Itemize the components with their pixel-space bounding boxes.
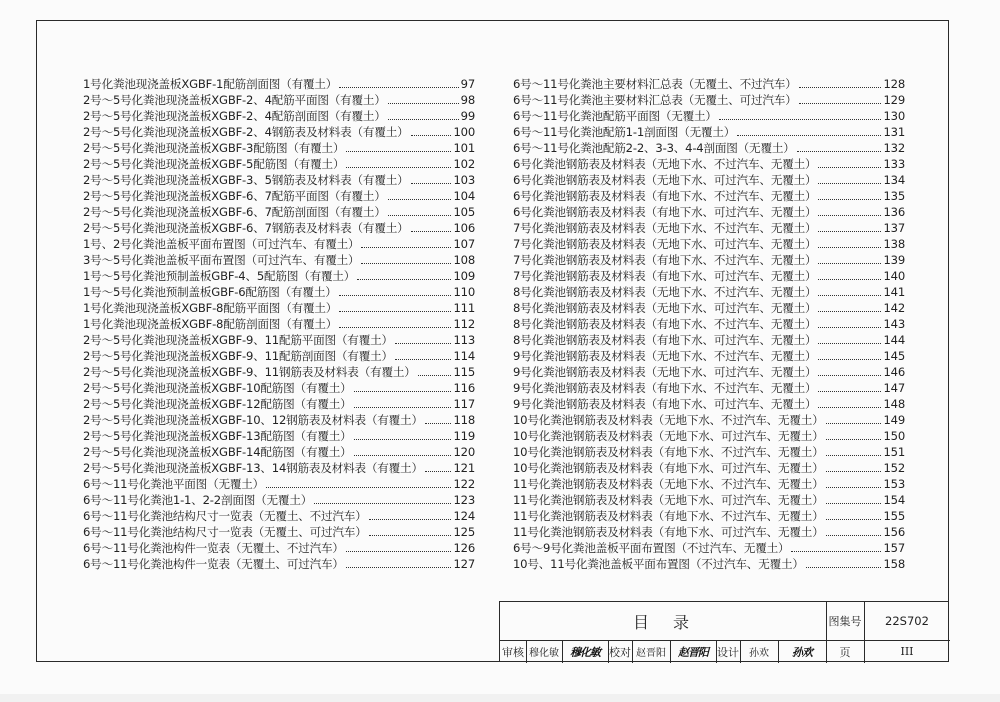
toc-entry (513, 172, 905, 188)
toc-entry-title: 6号化粪池钢筋表及材料表（无地下水、不过汽车、无覆土） (513, 157, 817, 171)
toc-entry-page: 116 (453, 381, 475, 395)
toc-entry (513, 140, 905, 156)
toc-entry-title: 8号化粪池钢筋表及材料表（有地下水、可过汽车、无覆土） (513, 333, 817, 347)
toc-entry-title: 7号化粪池钢筋表及材料表（无地下水、不过汽车、无覆土） (513, 221, 817, 235)
dot-leader (826, 503, 882, 504)
toc-entry (83, 476, 475, 492)
toc-entry-title: 6号～11号化粪池结构尺寸一览表（无覆土、不过汽车） (83, 509, 367, 523)
toc-entry (513, 524, 905, 540)
toc-entry-title: 8号化粪池钢筋表及材料表（无地下水、不过汽车、无覆土） (513, 285, 817, 299)
toc-entry-title: 6号～11号化粪池1-1、2-2剖面图（无覆土） (83, 493, 313, 507)
toc-entry (513, 284, 905, 300)
toc-entry (513, 108, 905, 124)
toc-entry-page: 143 (883, 317, 905, 331)
dot-leader (339, 295, 452, 296)
toc-entry-title: 2号～5号化粪池现浇盖板XGBF-3配筋图（有覆土） (83, 141, 345, 155)
toc-entry (513, 364, 905, 380)
toc-entry-page: 145 (883, 349, 905, 363)
toc-entry-page: 158 (883, 557, 905, 571)
toc-entry-page: 108 (453, 253, 475, 267)
toc-entry (83, 76, 475, 92)
dot-leader (826, 471, 882, 472)
dot-leader (361, 247, 451, 248)
toc-entry-page: 121 (453, 461, 475, 475)
dot-leader (818, 183, 881, 184)
toc-entry (513, 460, 905, 476)
toc-entry (83, 444, 475, 460)
toc-entry (513, 92, 905, 108)
toc-entry-title: 6号～11号化粪池主要材料汇总表（无覆土、可过汽车） (513, 93, 797, 107)
toc-entry (513, 268, 905, 284)
toc-entry-page: 157 (883, 541, 905, 555)
dot-leader (395, 359, 452, 360)
dot-leader (314, 503, 451, 504)
toc-entry-page: 130 (883, 109, 905, 123)
dot-leader (826, 423, 882, 424)
toc-entry-title: 2号～5号化粪池现浇盖板XGBF-9、11配筋剖面图（有覆土） (83, 349, 393, 363)
dot-leader (818, 327, 881, 328)
toc-entry (513, 316, 905, 332)
dot-leader (411, 135, 452, 136)
dot-leader (354, 391, 452, 392)
toc-entry-page: 154 (883, 493, 905, 507)
toc-entry (83, 108, 475, 124)
toc-entry-page: 156 (883, 525, 905, 539)
toc-entry (513, 300, 905, 316)
toc-entry (513, 412, 905, 428)
dot-leader (818, 343, 881, 344)
toc-entry (513, 332, 905, 348)
dot-leader (818, 231, 881, 232)
toc-entry-page: 126 (453, 541, 475, 555)
toc-entry-page: 135 (883, 189, 905, 203)
dot-leader (339, 87, 458, 88)
dot-leader (818, 295, 881, 296)
toc-entry (513, 188, 905, 204)
dot-leader (388, 215, 452, 216)
toc-entry-title: 2号～5号化粪池现浇盖板XGBF-13配筋图（有覆土） (83, 429, 352, 443)
toc-entry-title: 9号化粪池钢筋表及材料表（无地下水、不过汽车、无覆土） (513, 349, 817, 363)
toc-entry-page: 109 (453, 269, 475, 283)
toc-entry-title: 10号化粪池钢筋表及材料表（无地下水、不过汽车、无覆土） (513, 413, 824, 427)
dot-leader (369, 535, 452, 536)
toc-entry-title: 11号化粪池钢筋表及材料表（无地下水、可过汽车、无覆土） (513, 493, 824, 507)
toc-entry-page: 100 (453, 125, 475, 139)
toc-entry-page: 132 (883, 141, 905, 155)
toc-entry-page: 147 (883, 381, 905, 395)
toc-entry (83, 268, 475, 284)
toc-entry-page: 127 (453, 557, 475, 571)
toc-right-column (513, 76, 905, 572)
toc-entry (513, 124, 905, 140)
toc-entry (83, 188, 475, 204)
toc-entry (83, 252, 475, 268)
toc-entry (83, 284, 475, 300)
toc-entry-title: 11号化粪池钢筋表及材料表（有地下水、可过汽车、无覆土） (513, 525, 824, 539)
toc-entry-page: 117 (453, 397, 475, 411)
dot-leader (818, 199, 881, 200)
dot-leader (818, 407, 881, 408)
dot-leader (818, 375, 881, 376)
toc-entry-page: 141 (883, 285, 905, 299)
dot-leader (411, 231, 452, 232)
toc-entry-title: 1号化粪池现浇盖板XGBF-8配筋平面图（有覆土） (83, 301, 338, 315)
toc-entry (83, 156, 475, 172)
dot-leader (266, 487, 451, 488)
toc-entry-title: 7号化粪池钢筋表及材料表（无地下水、可过汽车、无覆土） (513, 237, 817, 251)
dot-leader (818, 391, 881, 392)
dot-leader (418, 375, 452, 376)
atlas-number-label: 图集号 (828, 615, 862, 628)
toc-entry-title: 6号～11号化粪池配筋平面图（无覆土） (513, 109, 717, 123)
toc-entry (83, 540, 475, 556)
toc-entry (83, 140, 475, 156)
toc-entry (83, 204, 475, 220)
dot-leader (346, 151, 451, 152)
toc-entry-page: 146 (883, 365, 905, 379)
dot-leader (354, 455, 452, 456)
toc-entry-title: 2号～5号化粪池现浇盖板XGBF-9、11钢筋表及材料表（有覆土） (83, 365, 416, 379)
toc-entry-title: 3号～5号化粪池盖板平面布置图（可过汽车、有覆土） (83, 253, 360, 267)
dot-leader (411, 183, 452, 184)
toc-entry-title: 2号～5号化粪池现浇盖板XGBF-9、11配筋平面图（有覆土） (83, 333, 393, 347)
toc-entry-page: 153 (883, 477, 905, 491)
dot-leader (388, 103, 459, 104)
toc-entry (83, 524, 475, 540)
page-label: 页 (839, 645, 851, 659)
toc-entry-page: 149 (883, 413, 905, 427)
toc-entry (513, 156, 905, 172)
toc-entry-title: 10号、11号化粪池盖板平面布置图（不过汽车、无覆土） (513, 557, 804, 571)
designer-signature: 孙欢 (792, 645, 812, 659)
toc-entry-title: 1号化粪池现浇盖板XGBF-8配筋剖面图（有覆土） (83, 317, 338, 331)
toc-entry (83, 396, 475, 412)
dot-leader (388, 119, 459, 120)
toc-entry-title: 2号～5号化粪池现浇盖板XGBF-6、7配筋平面图（有覆土） (83, 189, 386, 203)
toc-entry (513, 252, 905, 268)
dot-leader (395, 343, 452, 344)
toc-entry (513, 236, 905, 252)
toc-entry (83, 124, 475, 140)
dot-leader (826, 487, 882, 488)
toc-entry-title: 2号～5号化粪池现浇盖板XGBF-2、4配筋平面图（有覆土） (83, 93, 386, 107)
toc-entry-title: 6号～11号化粪池结构尺寸一览表（无覆土、可过汽车） (83, 525, 367, 539)
dot-leader (737, 135, 881, 136)
dot-leader (799, 87, 882, 88)
toc-entry-title: 2号～5号化粪池现浇盖板XGBF-2、4配筋剖面图（有覆土） (83, 109, 386, 123)
toc-entry-page: 150 (883, 429, 905, 443)
toc-entry-title: 9号化粪池钢筋表及材料表（无地下水、可过汽车、无覆土） (513, 365, 817, 379)
toc-entry-page: 136 (883, 205, 905, 219)
toc-entry-title: 6号～9号化粪池盖板平面布置图（不过汽车、无覆土） (513, 541, 790, 555)
toc-entry-page: 133 (883, 157, 905, 171)
dot-leader (346, 567, 452, 568)
toc-entry-page: 128 (883, 77, 905, 91)
toc-entry (83, 428, 475, 444)
toc-entry-page: 102 (453, 157, 475, 171)
dot-leader (818, 311, 881, 312)
toc-entry-page: 110 (453, 285, 475, 299)
toc-entry-page: 125 (453, 525, 475, 539)
toc-entry (513, 476, 905, 492)
toc-entry-page: 151 (883, 445, 905, 459)
toc-entry-page: 106 (453, 221, 475, 235)
toc-entry (83, 332, 475, 348)
toc-entry (513, 540, 905, 556)
dot-leader (826, 455, 882, 456)
toc-entry-page: 142 (883, 301, 905, 315)
sheet-title: 目 录 (632, 612, 693, 632)
toc-entry-title: 11号化粪池钢筋表及材料表（有地下水、不过汽车、无覆土） (513, 509, 824, 523)
toc-entry (513, 76, 905, 92)
toc-entry-title: 10号化粪池钢筋表及材料表（有地下水、不过汽车、无覆土） (513, 445, 824, 459)
toc-entry-title: 2号～5号化粪池现浇盖板XGBF-13、14钢筋表及材料表（有覆土） (83, 461, 423, 475)
toc-entry-title: 6号化粪池钢筋表及材料表（有地下水、可过汽车、无覆土） (513, 205, 817, 219)
toc-entry-title: 2号～5号化粪池现浇盖板XGBF-6、7配筋剖面图（有覆土） (83, 205, 386, 219)
toc-entry-title: 2号～5号化粪池现浇盖板XGBF-3、5钢筋表及材料表（有覆土） (83, 173, 409, 187)
checker-signature: 赵晋阳 (678, 645, 708, 659)
toc-entry (83, 412, 475, 428)
toc-entry-page: 137 (883, 221, 905, 235)
toc-entry-title: 8号化粪池钢筋表及材料表（有地下水、不过汽车、无覆土） (513, 317, 817, 331)
toc-entry-title: 1号、2号化粪池盖板平面布置图（可过汽车、有覆土） (83, 237, 360, 251)
toc-entry-title: 10号化粪池钢筋表及材料表（无地下水、可过汽车、无覆土） (513, 429, 824, 443)
toc-entry (513, 556, 905, 572)
toc-entry-title: 6号～11号化粪池平面图（无覆土） (83, 477, 265, 491)
toc-entry-title: 6号化粪池钢筋表及材料表（有地下水、不过汽车、无覆土） (513, 189, 817, 203)
title-block (499, 601, 949, 662)
toc-entry-title: 2号～5号化粪池现浇盖板XGBF-10配筋图（有覆土） (83, 381, 352, 395)
toc-entry-page: 152 (883, 461, 905, 475)
toc-entry-title: 6号～11号化粪池主要材料汇总表（无覆土、不过汽车） (513, 77, 797, 91)
toc-entry-title: 8号化粪池钢筋表及材料表（无地下水、可过汽车、无覆土） (513, 301, 817, 315)
toc-entry (513, 380, 905, 396)
toc-entry (83, 316, 475, 332)
toc-entry (83, 556, 475, 572)
dot-leader (797, 151, 882, 152)
toc-entry (83, 380, 475, 396)
toc-entry (83, 348, 475, 364)
toc-entry (513, 348, 905, 364)
toc-entry (83, 364, 475, 380)
dot-leader (818, 215, 881, 216)
toc-entry-page: 114 (453, 349, 475, 363)
toc-entry (83, 236, 475, 252)
toc-entry-title: 1号～5号化粪池预制盖板GBF-6配筋图（有覆土） (83, 285, 337, 299)
dot-leader (339, 311, 451, 312)
toc-entry-page: 131 (883, 125, 905, 139)
toc-entry-title: 6号化粪池钢筋表及材料表（无地下水、可过汽车、无覆土） (513, 173, 817, 187)
toc-entry (513, 204, 905, 220)
toc-entry (83, 460, 475, 476)
toc-entry (513, 492, 905, 508)
toc-entry (513, 396, 905, 412)
toc-entry-page: 105 (453, 205, 475, 219)
toc-entry-title: 1号化粪池现浇盖板XGBF-1配筋剖面图（有覆土） (83, 77, 338, 91)
dot-leader (818, 279, 881, 280)
toc-entry (513, 220, 905, 236)
reviewer-signature: 穆化敏 (570, 645, 600, 659)
toc-entry (83, 172, 475, 188)
toc-entry-title: 2号～5号化粪池现浇盖板XGBF-14配筋图（有覆土） (83, 445, 352, 459)
dot-leader (826, 535, 882, 536)
toc-entry-page: 111 (453, 301, 475, 315)
dot-leader (425, 471, 452, 472)
toc-entry-title: 7号化粪池钢筋表及材料表（有地下水、不过汽车、无覆土） (513, 253, 817, 267)
toc-entry-title: 9号化粪池钢筋表及材料表（有地下水、可过汽车、无覆土） (513, 397, 817, 411)
checker-label: 校对 (609, 645, 631, 659)
toc-entry-title: 6号～11号化粪池构件一览表（无覆土、可过汽车） (83, 557, 344, 571)
toc-entry-page: 129 (883, 93, 905, 107)
designer-label: 设计 (717, 645, 739, 659)
dot-leader (818, 167, 881, 168)
toc-entry-page: 107 (453, 237, 475, 251)
toc-entry-title: 6号～11号化粪池配筋1-1剖面图（无覆土） (513, 125, 736, 139)
toc-entry-title: 2号～5号化粪池现浇盖板XGBF-6、7钢筋表及材料表（有覆土） (83, 221, 409, 235)
toc-entry-page: 98 (460, 93, 475, 107)
toc-entry-page: 144 (883, 333, 905, 347)
toc-entry-title: 2号～5号化粪池现浇盖板XGBF-12配筋图（有覆土） (83, 397, 352, 411)
toc-entry (83, 92, 475, 108)
dot-leader (818, 263, 881, 264)
toc-entry (83, 492, 475, 508)
toc-entry-title: 2号～5号化粪池现浇盖板XGBF-2、4钢筋表及材料表（有覆土） (83, 125, 409, 139)
toc-entry (83, 508, 475, 524)
dot-leader (346, 167, 451, 168)
checker-name: 赵晋阳 (636, 648, 666, 659)
toc-entry-title: 6号～11号化粪池构件一览表（无覆土、不过汽车） (83, 541, 344, 555)
toc-entry-title: 9号化粪池钢筋表及材料表（有地下水、不过汽车、无覆土） (513, 381, 817, 395)
toc-entry-page: 134 (883, 173, 905, 187)
toc-entry-page: 99 (460, 109, 475, 123)
toc-entry-page: 103 (453, 173, 475, 187)
toc-entry-page: 115 (453, 365, 475, 379)
dot-leader (425, 423, 452, 424)
toc-entry-title: 6号～11号化粪池配筋2-2、3-3、4-4剖面图（无覆土） (513, 141, 795, 155)
designer-name: 孙欢 (749, 648, 769, 659)
toc-entry-title: 2号～5号化粪池现浇盖板XGBF-5配筋图（有覆土） (83, 157, 345, 171)
dot-leader (357, 279, 451, 280)
dot-leader (826, 439, 882, 440)
toc-entry-title: 7号化粪池钢筋表及材料表（有地下水、可过汽车、无覆土） (513, 269, 817, 283)
toc-entry-page: 123 (453, 493, 475, 507)
dot-leader (354, 407, 452, 408)
dot-leader (799, 103, 882, 104)
toc-entry (513, 444, 905, 460)
toc-entry-page: 113 (453, 333, 475, 347)
dot-leader (339, 327, 451, 328)
toc-entry-page: 120 (453, 445, 475, 459)
toc-entry-page: 101 (453, 141, 475, 155)
toc-entry-page: 119 (453, 429, 475, 443)
dot-leader (354, 439, 452, 440)
dot-leader (818, 359, 881, 360)
dot-leader (369, 519, 452, 520)
toc-entry-page: 139 (883, 253, 905, 267)
dot-leader (361, 263, 451, 264)
dot-leader (791, 551, 881, 552)
toc-entry-page: 138 (883, 237, 905, 251)
dot-leader (719, 119, 882, 120)
reviewer-name: 穆化敏 (529, 648, 559, 659)
toc-entry-page: 104 (453, 189, 475, 203)
toc-entry-page: 122 (453, 477, 475, 491)
dot-leader (826, 519, 882, 520)
toc-entry (513, 428, 905, 444)
dot-leader (818, 247, 881, 248)
toc-entry-page: 118 (453, 413, 475, 427)
toc-entry (513, 508, 905, 524)
reviewer-label: 审核 (502, 645, 524, 659)
toc-entry-page: 155 (883, 509, 905, 523)
toc-entry-title: 10号化粪池钢筋表及材料表（有地下水、可过汽车、无覆土） (513, 461, 824, 475)
toc-entry-title: 11号化粪池钢筋表及材料表（无地下水、不过汽车、无覆土） (513, 477, 824, 491)
toc-entry-page: 97 (460, 77, 475, 91)
toc-entry-page: 140 (883, 269, 905, 283)
dot-leader (346, 551, 452, 552)
dot-leader (388, 199, 452, 200)
toc-left-column (83, 76, 475, 572)
toc-entry-title: 2号～5号化粪池现浇盖板XGBF-10、12钢筋表及材料表（有覆土） (83, 413, 423, 427)
page-number: III (900, 645, 914, 658)
dot-leader (806, 567, 882, 568)
toc-entry-page: 148 (883, 397, 905, 411)
toc-entry (83, 300, 475, 316)
toc-entry-page: 112 (453, 317, 475, 331)
toc-entry-title: 1号～5号化粪池预制盖板GBF-4、5配筋图（有覆土） (83, 269, 356, 283)
toc-entry (83, 220, 475, 236)
toc-entry-page: 124 (453, 509, 475, 523)
atlas-number: 22S702 (885, 614, 929, 628)
